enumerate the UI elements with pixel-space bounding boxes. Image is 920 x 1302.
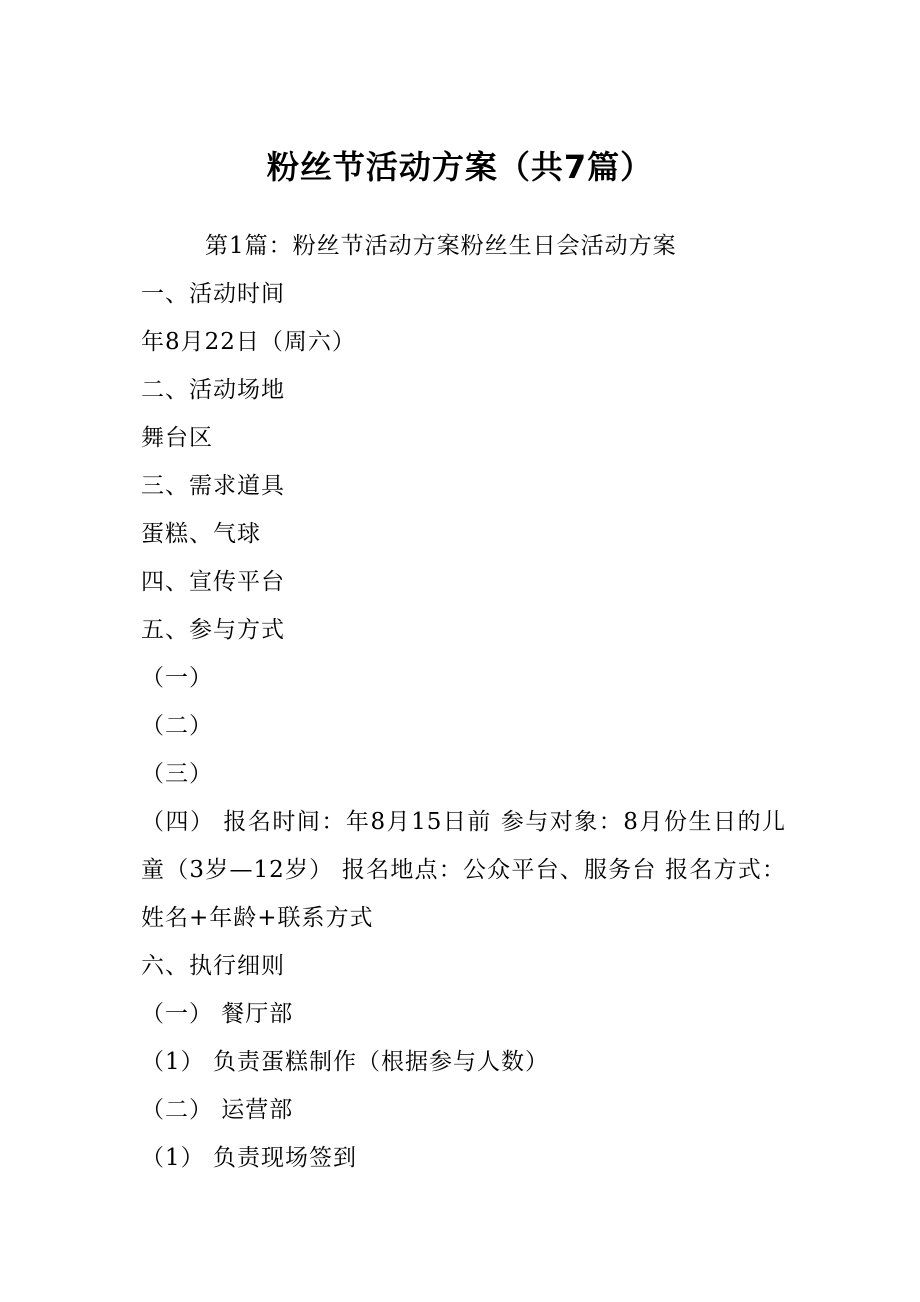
text-line: 四、宣传平台	[141, 569, 285, 595]
text-line: 二、活动场地	[141, 377, 285, 403]
text-line: 一、活动时间	[141, 281, 285, 307]
text-line: （1） 负责蛋糕制作（根据参与人数）	[141, 1049, 549, 1075]
document-body	[141, 222, 786, 1182]
text-line: 三、需求道具	[141, 473, 285, 499]
text-line: （三）	[141, 761, 213, 787]
text-line: 六、执行细则	[141, 953, 285, 979]
text-line: （一）	[141, 665, 213, 691]
section-subtitle: 第1篇：粉丝节活动方案粉丝生日会活动方案	[205, 233, 677, 259]
text-line: 年8月22日（周六）	[141, 329, 356, 355]
text-line: 舞台区	[141, 425, 213, 451]
text-line: 五、参与方式	[141, 617, 285, 643]
text-line: （一） 餐厅部	[141, 1001, 294, 1027]
text-line: （1） 负责现场签到	[141, 1145, 357, 1171]
text-line: （二）	[141, 713, 213, 739]
registration-paragraph: （四） 报名时间：年8月15日前 参与对象：8月份生日的儿童（3岁—12岁） 报名地点：公众平台、服务台 报名方式：姓名+年龄+联系方式	[141, 809, 786, 931]
document-title: 粉丝节活动方案（共7篇）	[266, 148, 654, 186]
text-line: 蛋糕、气球	[141, 521, 261, 547]
text-line: （二） 运营部	[141, 1097, 294, 1123]
